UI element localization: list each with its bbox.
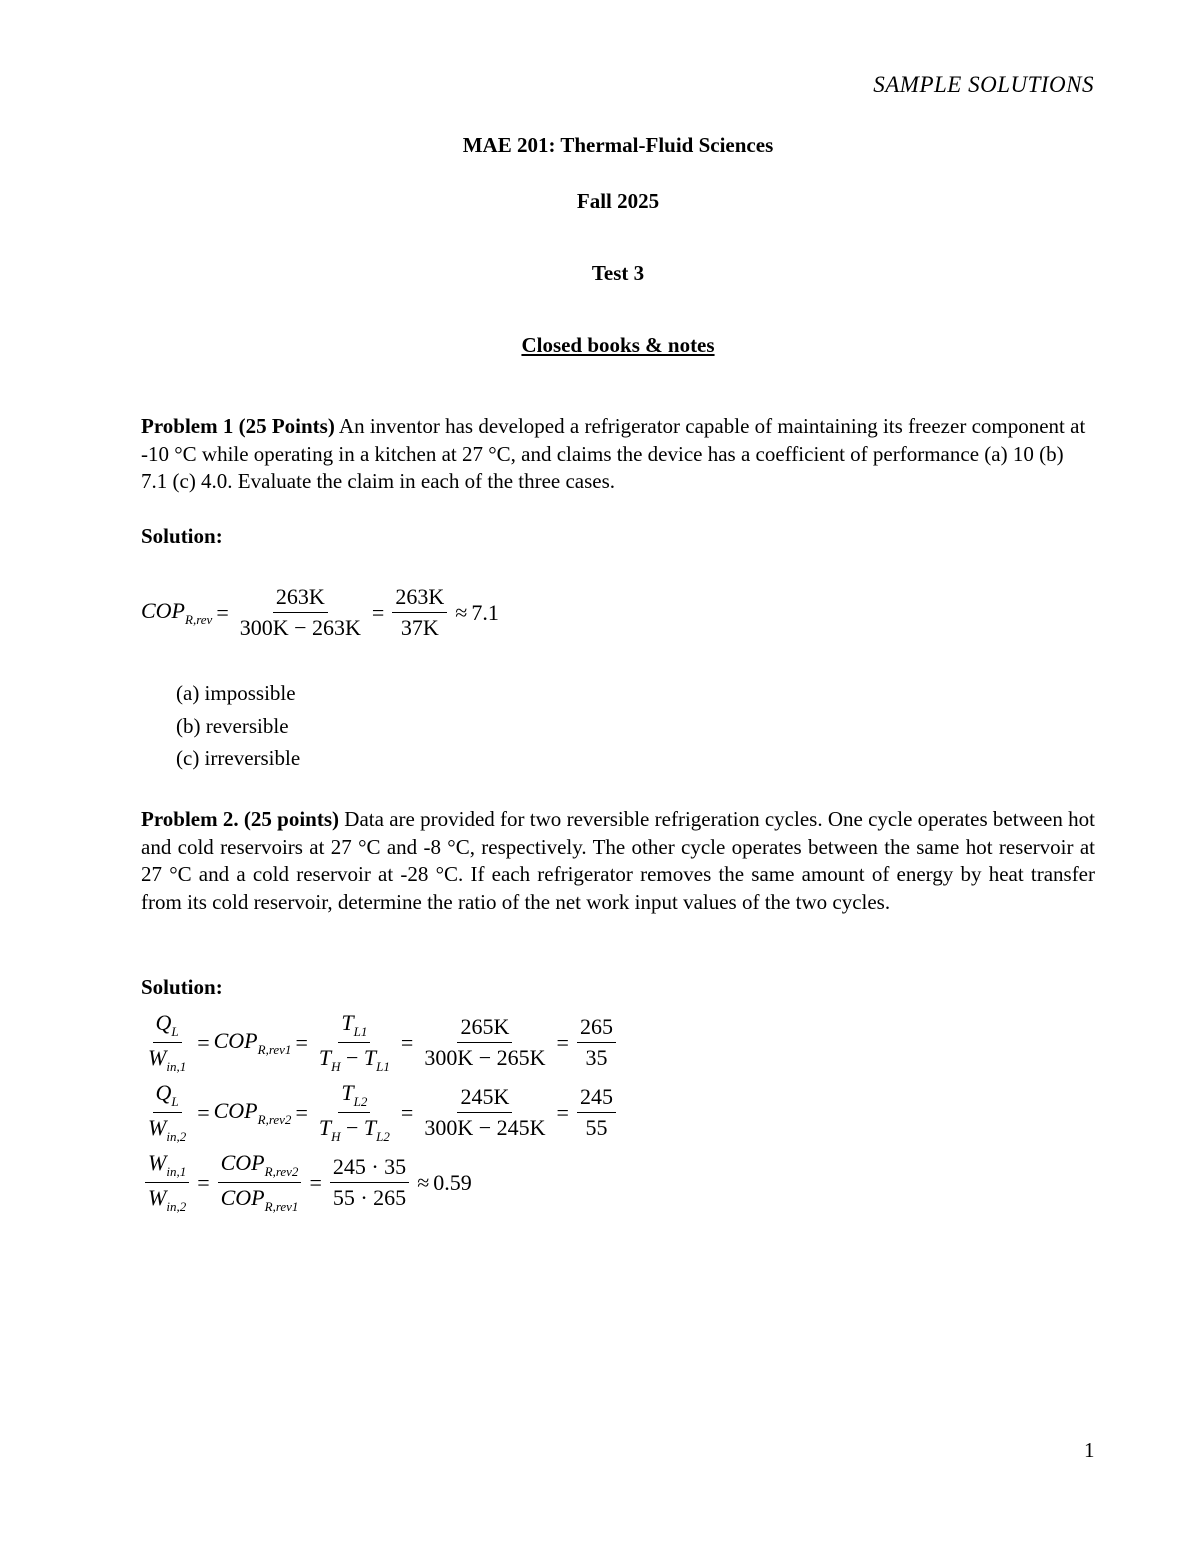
course-title: MAE 201: Thermal-Fluid Sciences <box>462 133 774 157</box>
problem-2-text: Data are provided for two reversible refrigeration cycles. One cycle operates between hot and cold reservoirs at 27 °C and -8 °C, respectively. The other cycle operates between the same hot reservoir at 27 °C and a cold reservoir at -28 °C. If each refrigerator removes the same amount of energy by heat transfer from its cold reservoir, determine the ratio of the net work input values of the two cycles. <box>141 807 1095 914</box>
problem-2-equation-1: $\frac{Q_L}{W_{in,1}}$ = $COP_{R,rev1}$ = $\frac{T_{L1}}{T_H - T_{L1}}$ = $\frac{265K}{300K - 265K}$ = $\frac{265}{35}$ <box>141 1010 620 1075</box>
problem-1-equation: $COP_{R,rev}$ = $\frac{263K}{300K - 263K}$ = $\frac{263K}{37K}$ ≈ 7.1 <box>141 584 499 640</box>
problem-1-answers <box>176 677 300 775</box>
problem-2-equation-2: $\frac{Q_L}{W_{in,2}}$ = $COP_{R,rev2}$ = $\frac{T_{L2}}{T_H - T_{L2}}$ = $\frac{245K}{300K - 245K}$ = $\frac{245}{55}$ <box>141 1080 620 1145</box>
problem-2 <box>141 806 1095 916</box>
cop-symbol: $COP_{R,rev}$ <box>141 597 213 627</box>
page-number: 1 <box>1084 1438 1095 1462</box>
test-title: Test 3 <box>591 261 645 285</box>
problem-2-equation-3: $\frac{W_{in,1}}{W_{in,2}}$ = $\frac{COP_{R,rev2}}{COP_{R,rev1}}$ = $\frac{245 \cdot 35}{55 \cdot 265}$ ≈ 0.59 <box>141 1150 472 1215</box>
problem-1-text: An inventor has developed a refrigerator capable of maintaining its freezer component at -10 °C while operating in a kitchen at 27 °C, and claims the device has a coefficient of performance (a) 10 (b) 7.1 (c) 4.0. Evaluate the claim in each of the three cases. <box>141 414 1086 493</box>
problem-1 <box>141 413 1095 496</box>
answer-b: (b) reversible <box>176 713 289 738</box>
exam-rules: Closed books & notes <box>521 333 715 357</box>
fraction: $\frac{263K}{37K}$ <box>392 584 447 641</box>
answer-a: (a) impossible <box>176 681 296 705</box>
sample-solutions-header: SAMPLE SOLUTIONS <box>873 72 1094 97</box>
fraction: $\frac{263K}{300K - 263K}$ <box>239 584 361 640</box>
problem-2-label: Problem 2. (25 points) <box>141 807 340 831</box>
answer-c: (c) irreversible <box>176 746 301 770</box>
term: Fall 2025 <box>576 189 660 213</box>
problem-1-label: Problem 1 (25 Points) <box>141 414 335 438</box>
result: 7.1 <box>471 599 499 625</box>
problem-2-solution-label: Solution: <box>141 975 223 999</box>
problem-1-solution-label: Solution: <box>141 524 223 548</box>
